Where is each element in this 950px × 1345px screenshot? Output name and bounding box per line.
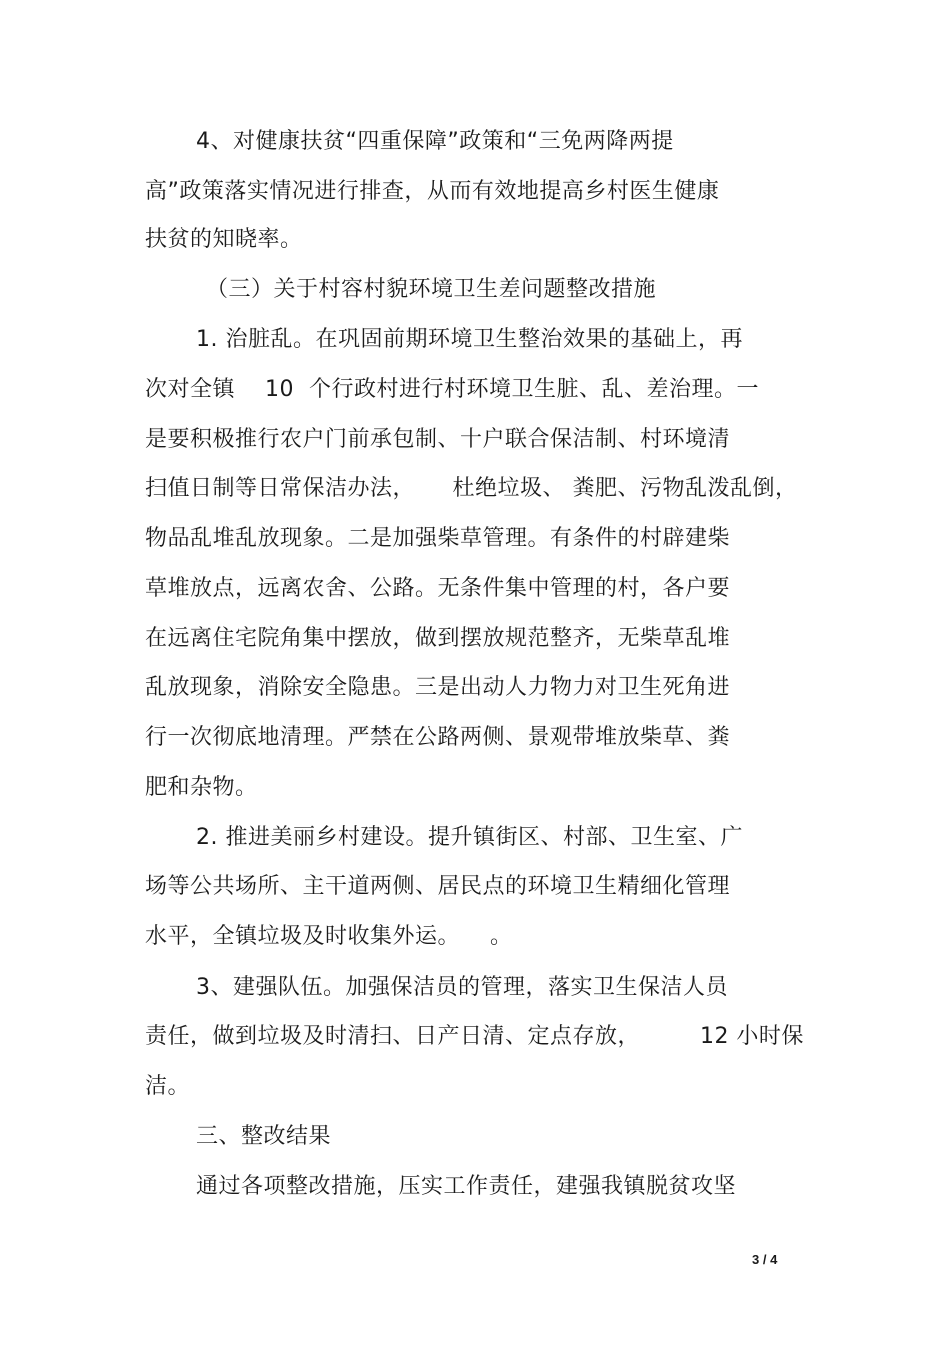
paragraph-line: 通过各项整改措施，压实工作责任，建强我镇脱贫攻坚 [196,1174,737,1199]
paragraph-line: 高”政策落实情况进行排查，从而有效地提高乡村医生健康 [145,179,720,204]
section-heading: （三）关于村容村貌环境卫生差问题整改措施 [206,277,657,302]
paragraph-line: 肥和杂物。 [145,775,258,800]
paragraph-line: 水平，全镇垃圾及时收集外运。 。 [145,924,513,949]
paragraph-line: 扫值日制等日常保洁办法， 杜绝垃圾、 粪肥、污物乱泼乱倒， [145,476,798,501]
paragraph-line: 扶贫的知晓率。 [145,227,303,252]
paragraph-line: 草堆放点，远离农舍、公路。无条件集中管理的村，各户要 [145,576,731,601]
paragraph-line: 乱放现象，消除安全隐患。三是出动人力物力对卫生死角进 [145,675,731,700]
paragraph-line: 次对全镇 10 个行政村进行村环境卫生脏、乱、差治理。一 [145,377,759,402]
paragraph-line: 场等公共场所、主干道两侧、居民点的环境卫生精细化管理 [145,874,731,899]
paragraph-line: 责任，做到垃圾及时清扫、日产日清、定点存放， 12 小时保 [145,1024,804,1049]
paragraph-line: 行一次彻底地清理。严禁在公路两侧、景观带堆放柴草、粪 [145,725,731,750]
paragraph-line: 物品乱堆乱放现象。二是加强柴草管理。有条件的村辟建柴 [145,526,731,551]
paragraph-line: 4、对健康扶贫“四重保障”政策和“三免两降两提 [196,129,674,154]
paragraph-line: 1. 治脏乱。在巩固前期环境卫生整治效果的基础上，再 [196,327,743,352]
paragraph-line: 在远离住宅院角集中摆放，做到摆放规范整齐，无柴草乱堆 [145,626,731,651]
paragraph-line: 2. 推进美丽乡村建设。提升镇街区、村部、卫生室、广 [196,825,743,850]
paragraph-line: 3、建强队伍。加强保洁员的管理，落实卫生保洁人员 [196,975,728,1000]
page-number: 3 / 4 [752,1252,778,1267]
paragraph-line: 洁。 [145,1074,191,1099]
section-heading: 三、整改结果 [196,1124,332,1149]
paragraph-line: 是要积极推行农户门前承包制、十户联合保洁制、村环境清 [145,427,731,452]
